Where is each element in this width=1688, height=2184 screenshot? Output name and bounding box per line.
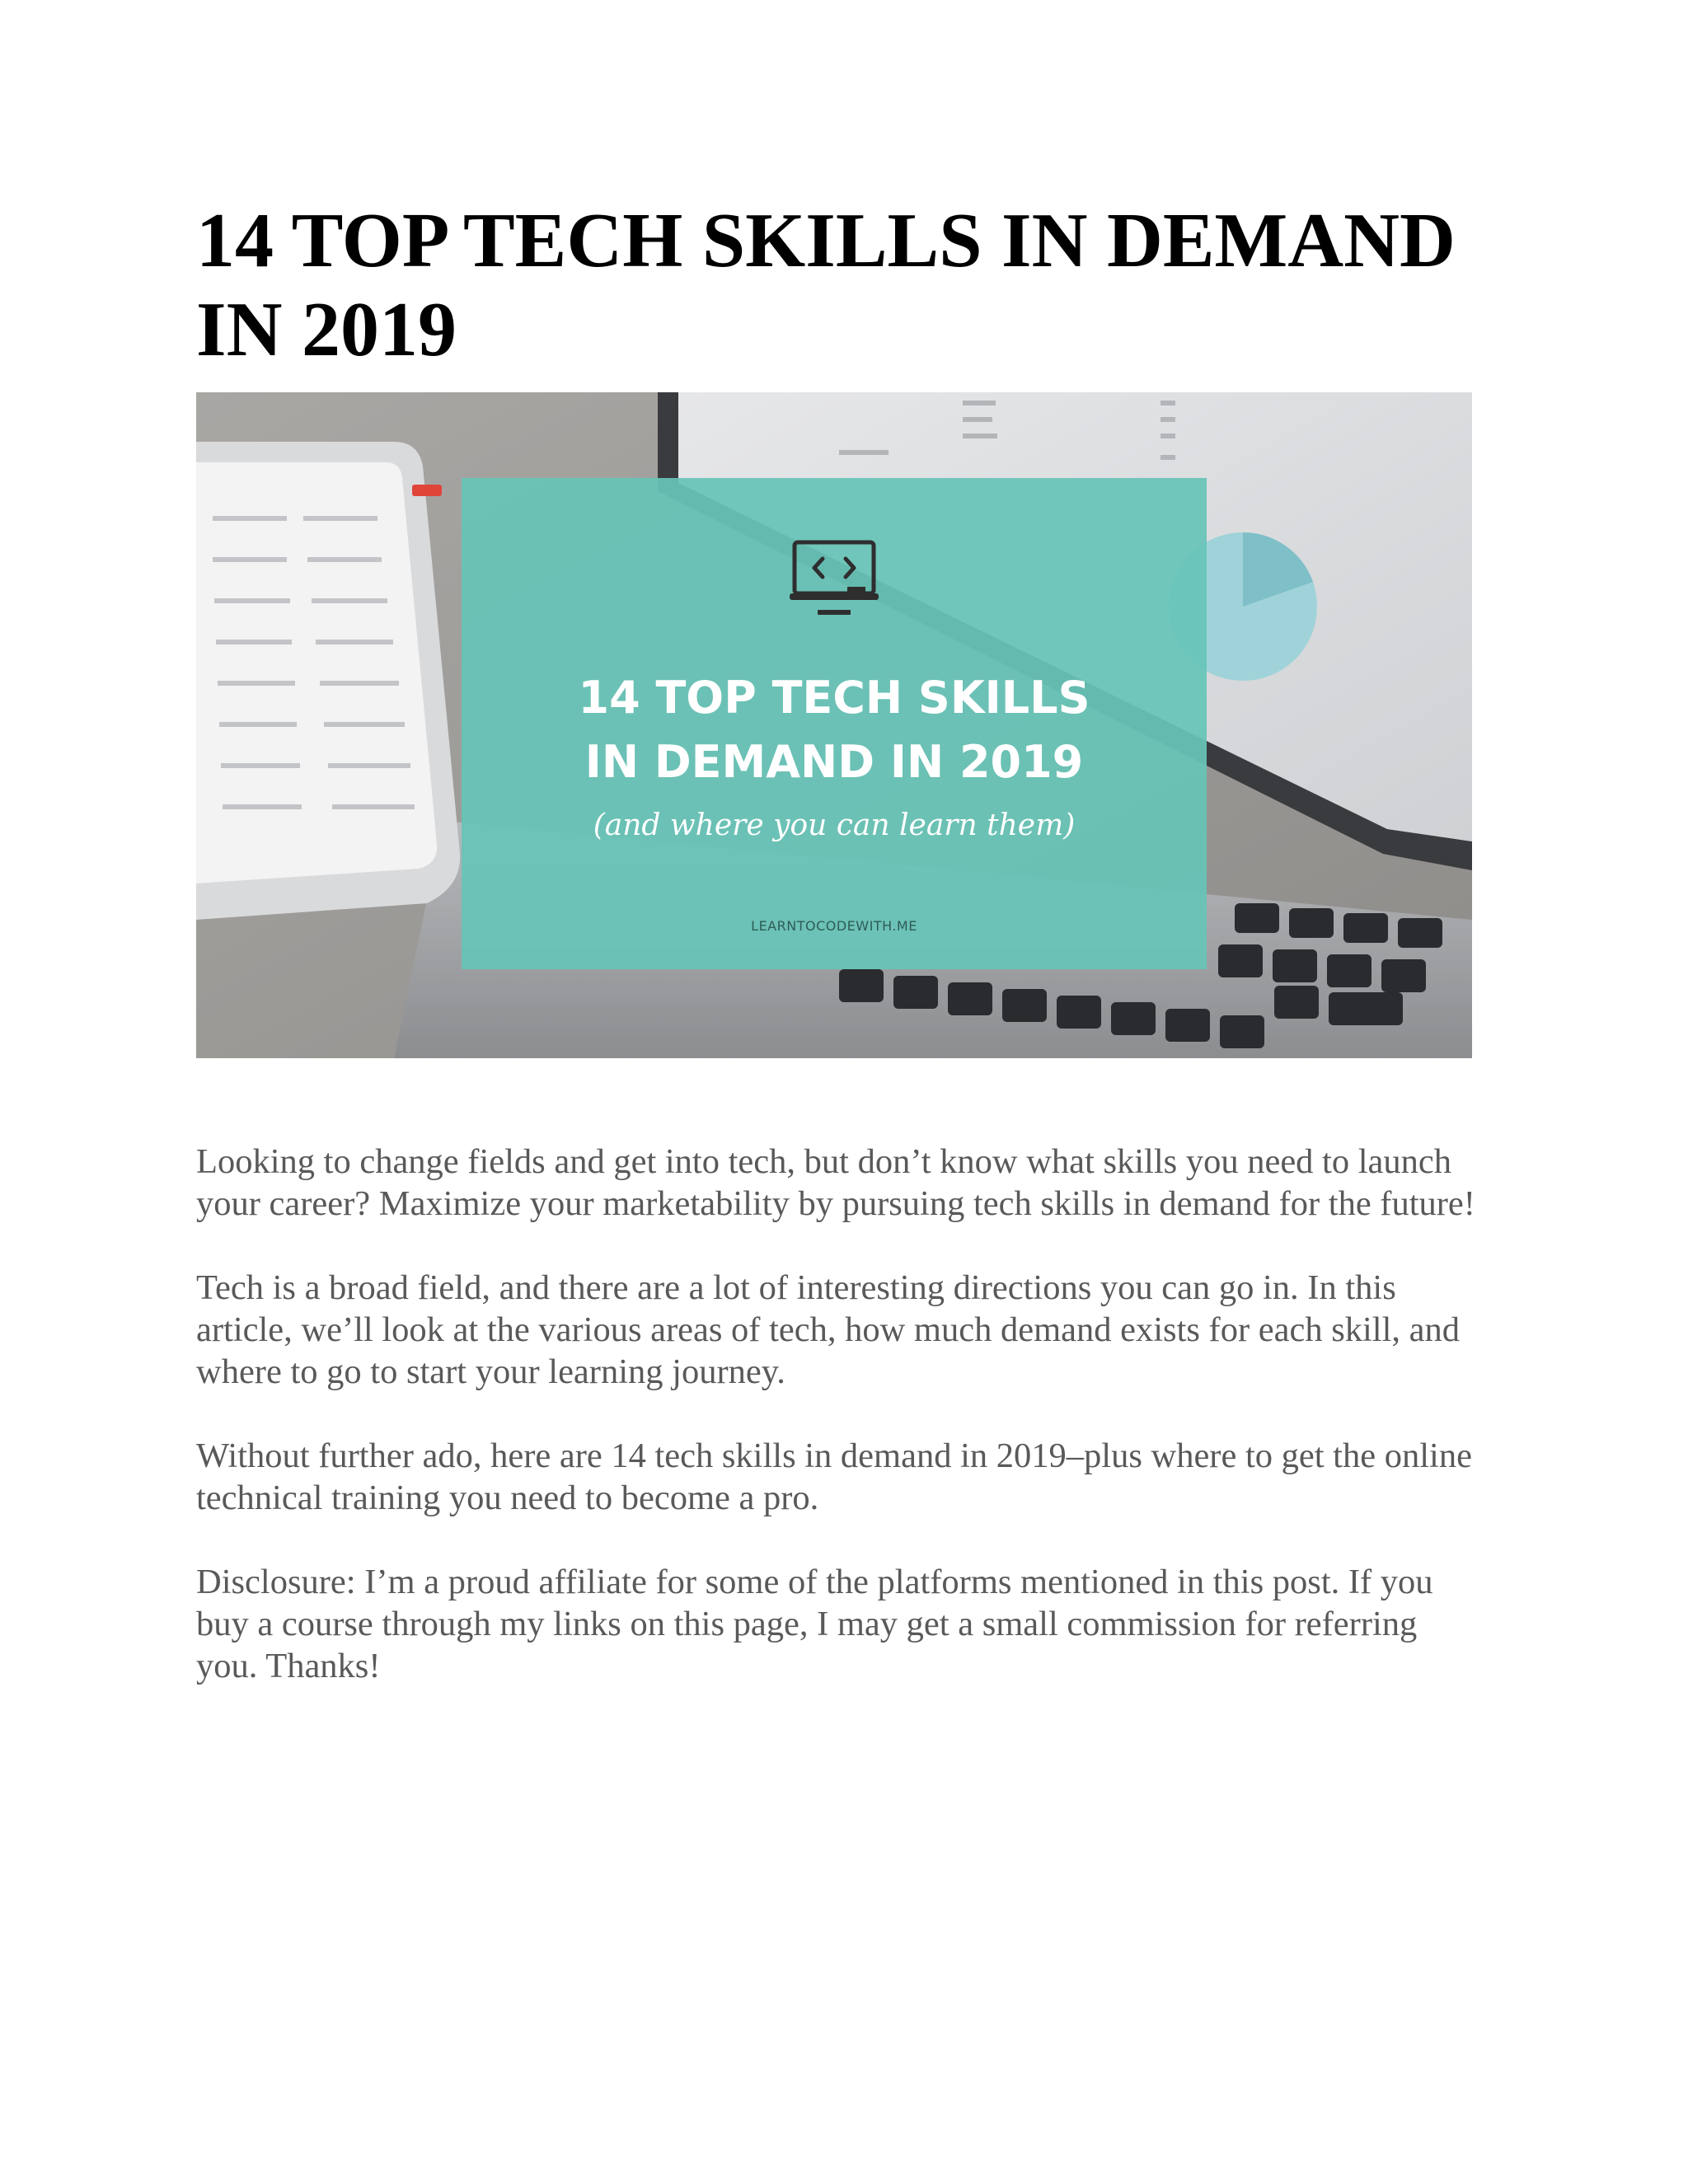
disclosure-paragraph: Disclosure: I’m a proud affiliate for some of the platforms mentioned in this post. If you buy a course through my links on this page, I may get a small commission for referring you. Thanks! — [196, 1563, 1433, 1685]
divider-dash — [818, 610, 851, 615]
body-paragraph: Looking to change fields and get into tech, but don’t know what skills you need to launch your career? Maximize your marketability by pursuing tech skills in demand for the future! — [196, 1142, 1475, 1223]
page-title: 14 TOP TECH SKILLS IN DEMAND IN 2019 — [196, 198, 1456, 373]
body-paragraph: Without further ado, here are 14 tech skills in demand in 2019–plus where to get the online technical training you need to become a pro. — [196, 1436, 1472, 1517]
body-paragraph: Tech is a broad field, and there are a lot of interesting directions you can go in. In this article, we’ll look at the various areas of tech, how much demand exists for each skill, and where to go to start your learning journey. — [196, 1268, 1461, 1391]
hero-heading-line-2: IN DEMAND IN 2019 — [584, 736, 1084, 788]
brand-label: LEARNTOCODEWITH.ME — [751, 918, 917, 934]
hero-image — [196, 392, 1472, 1058]
hero-subheading: (and where you can learn them) — [593, 808, 1076, 842]
code-monitor-icon — [790, 527, 879, 616]
hero-heading — [462, 666, 1207, 794]
article-body — [196, 1141, 1482, 1729]
hero-heading-line-1: 14 TOP TECH SKILLS — [578, 672, 1090, 724]
hero-overlay-card — [462, 478, 1207, 969]
